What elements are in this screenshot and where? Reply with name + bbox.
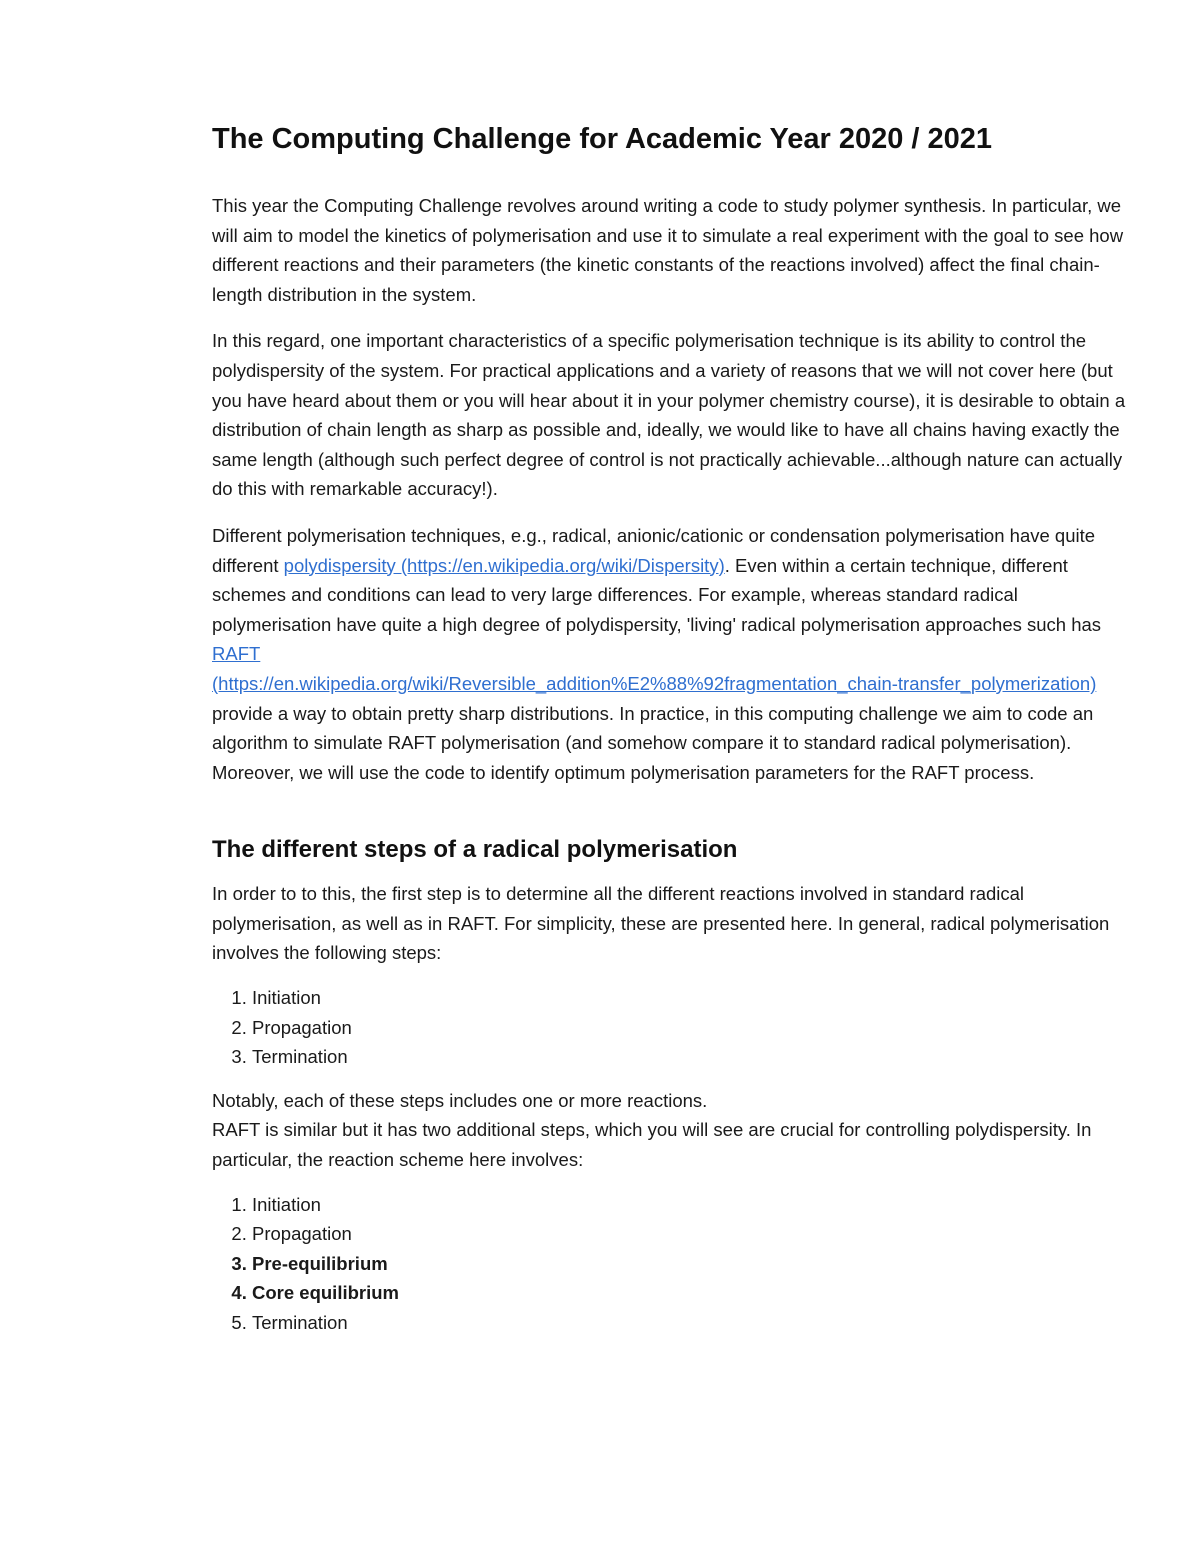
raft-note-line-1: Notably, each of these steps includes one or more reactions.	[212, 1089, 708, 1111]
raft-note-line-2: RAFT is similar but it has two additional steps, which you will see are crucial for controlling polydispersity. In particular, the reaction scheme here involves:	[212, 1119, 1092, 1171]
document-page	[212, 122, 1137, 1338]
raft-paragraph	[212, 1086, 1137, 1175]
intro-paragraph-3	[212, 521, 1137, 787]
list-item-bold: 4. Core equilibrium	[252, 1278, 1137, 1308]
list-item: 1. Initiation	[252, 983, 1137, 1013]
list-item: 1. Initiation	[252, 1190, 1137, 1220]
list-item: 5. Termination	[252, 1308, 1137, 1338]
polydispersity-link[interactable]: polydispersity (https://en.wikipedia.org/wiki/Dispersity)	[283, 554, 725, 576]
p3-text-c: provide a way to obtain pretty sharp distributions. In practice, in this computing challenge we aim to code an algorithm to simulate RAFT polymerisation (and somehow compare it to standard radical polymerisation). Moreover, we will use the code to identify optimum polymerisation parameters for the RAFT process.	[212, 702, 1094, 783]
page-title: The Computing Challenge for Academic Year 2020 / 2021	[212, 123, 993, 155]
list-item: 2. Propagation	[252, 1219, 1137, 1249]
list-item: 2. Propagation	[252, 1013, 1137, 1043]
p3-text-a: Different polymerisation techniques, e.g., radical, anionic/cationic or condensation polymerisation have quite different	[212, 524, 1096, 576]
raft-url-link[interactable]: (https://en.wikipedia.org/wiki/Reversible_addition%E2%88%92fragmentation_chain-transfer_polymerization)	[212, 672, 1097, 694]
intro-paragraph-2: In this regard, one important characteristics of a specific polymerisation technique is its ability to control the polydispersity of the system. For practical applications and a variety of reasons that we will not cover here (but you have heard about them or you will hear about it in your polymer chemistry course), it is desirable to obtain a distribution of chain length as sharp as possible and, ideally, we would like to have all chains having exactly the same length (although such perfect degree of control is not practically achievable...although nature can actually do this with remarkable accuracy!).	[212, 330, 1126, 500]
p3-text-b: . Even within a certain technique, different schemes and conditions can lead to very large differences. For example, whereas standard radical polymerisation have quite a high degree of polydispersity, 'living' radical polymerisation approaches such has	[212, 554, 1102, 635]
intro-paragraph-1: This year the Computing Challenge revolves around writing a code to study polymer synthesis. In particular, we will aim to model the kinetics of polymerisation and use it to simulate a real experiment with the goal to see how different reactions and their parameters (the kinetic constants of the reactions involved) affect the final chain-length distribution in the system.	[212, 195, 1124, 305]
steps-paragraph: In order to to this, the first step is to determine all the different reactions involved in standard radical polymerisation, as well as in RAFT. For simplicity, these are presented here. In general, radical polymerisation involves the following steps:	[212, 883, 1110, 964]
radical-steps-list	[212, 983, 1137, 1072]
section-heading-steps: The different steps of a radical polymerisation	[212, 836, 738, 864]
raft-steps-list	[212, 1190, 1137, 1338]
list-item: 3. Termination	[252, 1042, 1137, 1072]
list-item-bold: 3. Pre-equilibrium	[252, 1249, 1137, 1279]
raft-link[interactable]: RAFT	[212, 643, 261, 665]
